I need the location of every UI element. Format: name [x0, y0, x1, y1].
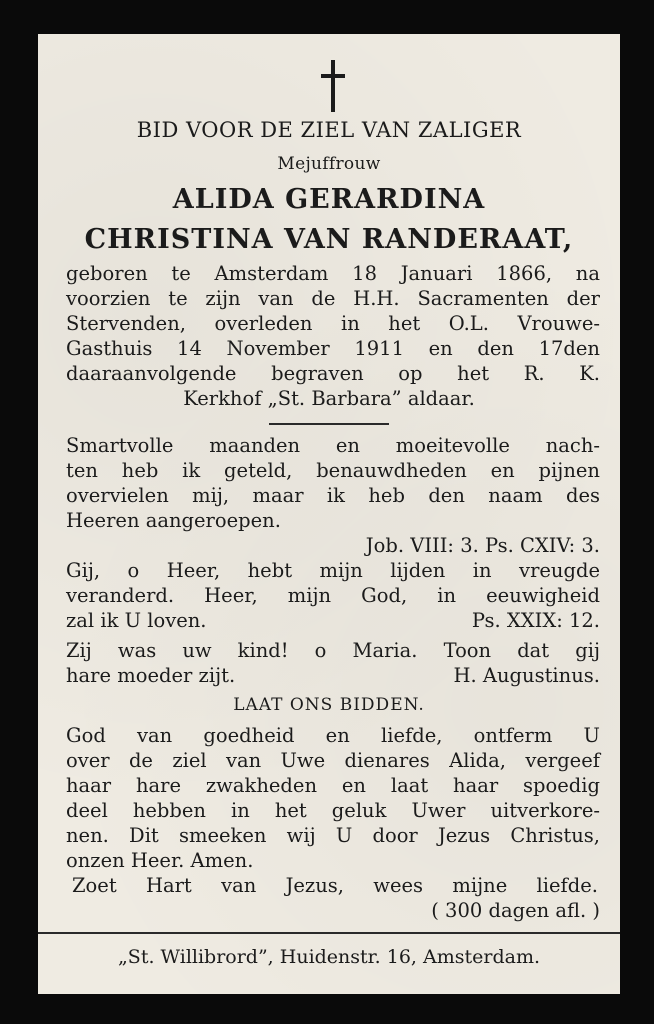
deceased-name-line2: CHRISTINA VAN RANDERAAT, [84, 224, 574, 255]
footer-divider [38, 932, 620, 934]
prayer-line: God van goedheid en liefde, ontferm U [66, 724, 600, 747]
verse-line: hare moeder zijt. [66, 664, 236, 687]
verse-line: ten heb ik geteld, benauwdheden en pijnen [66, 459, 600, 482]
prayer-line: deel hebben in het geluk Uwer uitverkore- [66, 799, 600, 822]
verse-reference: Ps. XXIX: 12. [471, 609, 600, 632]
bio-line: Gasthuis 14 November 1911 en den 17den [66, 337, 600, 360]
verse-line: zal ik U loven. [66, 609, 207, 632]
verse-line: Zij was uw kind! o Maria. Toon dat gij [66, 639, 600, 662]
indulgence-note: ( 300 dagen afl. ) [431, 899, 600, 922]
cross-icon [321, 60, 345, 112]
title-honorific: Mejuffrouw [277, 154, 381, 174]
bio-line: Stervenden, overleden in het O.L. Vrouwe- [66, 312, 600, 335]
verse-line: Heeren aangeroepen. [66, 509, 281, 532]
bio-line: daaraanvolgende begraven op het R. K. [66, 362, 600, 385]
bio-line: geboren te Amsterdam 18 Januari 1866, na [66, 262, 600, 285]
closing-line: Zoet Hart van Jezus, wees mijne liefde. [72, 874, 598, 897]
verse-line: Gij, o Heer, hebt mijn lijden in vreugde [66, 559, 600, 582]
prayer-line: over de ziel van Uwe dienares Alida, vergeef [66, 749, 600, 772]
header-line: BID VOOR DE ZIEL VAN ZALIGER [136, 118, 522, 142]
divider [269, 423, 389, 425]
memorial-card [38, 34, 620, 994]
prayer-line: onzen Heer. Amen. [66, 849, 254, 872]
deceased-name-line1: ALIDA GERARDINA [172, 184, 486, 215]
printer-imprint: „St. Willibrord”, Huidenstr. 16, Amsterdam. [117, 946, 541, 968]
prayer-title: LAAT ONS BIDDEN. [233, 695, 425, 715]
bio-line: voorzien te zijn van de H.H. Sacramenten der [66, 287, 600, 310]
bio-line: Kerkhof „St. Barbara” aldaar. [183, 387, 475, 410]
verse-line: veranderd. Heer, mijn God, in eeuwigheid [66, 584, 600, 607]
prayer-line: haar hare zwakheden en laat haar spoedig [66, 774, 600, 797]
prayer-line: nen. Dit smeeken wij U door Jezus Christus, [66, 824, 600, 847]
verse-line: Smartvolle maanden en moeitevolle nach- [66, 434, 600, 457]
verse-line: overvielen mij, maar ik heb den naam des [66, 484, 600, 507]
verse-reference: H. Augustinus. [453, 664, 600, 687]
verse-reference: Job. VIII: 3. Ps. CXIV: 3. [365, 534, 600, 557]
